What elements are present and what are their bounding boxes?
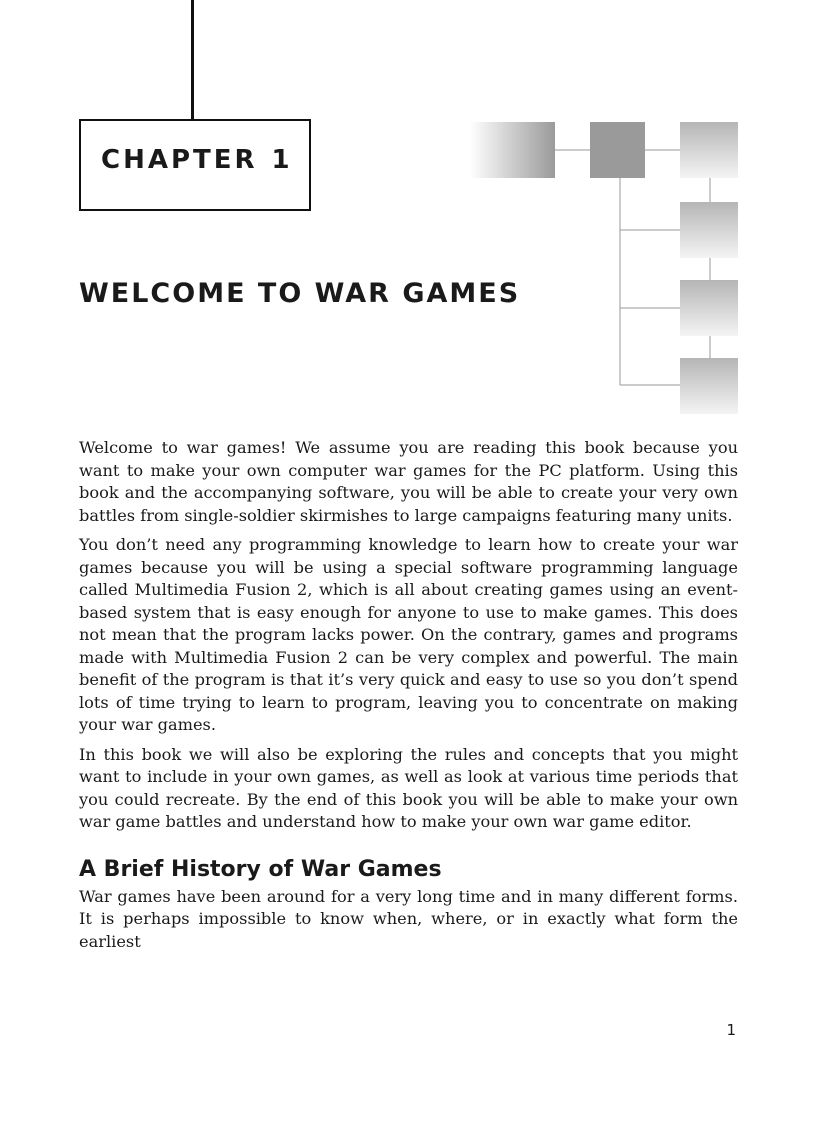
decoration-square bbox=[470, 122, 555, 178]
paragraph: In this book we will also be exploring the rules and concepts that you might want to include in your own games, as well as look at various time periods that you could recreate. By the end of this book you will be able to make your own war game battles and understand how to make your own war game editor. bbox=[79, 744, 738, 831]
chapter-label: CHAPTER bbox=[101, 145, 258, 175]
decoration-square bbox=[680, 202, 738, 258]
chapter-connector-line bbox=[191, 0, 194, 120]
paragraph: You don’t need any programming knowledge to learn how to create your war games because you will be using a special software programming language called Multimedia Fusion 2, which is all about creating games using an event-based system that is easy enough for anyone to use to make games. This does not mean that the program lacks power. On the contrary, games and programs made with Multimedia Fusion 2 can be very complex and powerful. The main benefit of the program is that it’s very quick and easy to use so you don’t spend lots of time trying to learn to program, leaving you to concentrate on making your war games. bbox=[79, 535, 738, 734]
chapter-decoration-graphic bbox=[470, 110, 740, 420]
decoration-square bbox=[680, 280, 738, 336]
section-heading: A Brief History of War Games bbox=[79, 856, 442, 882]
paragraph: War games have been around for a very long time and in many different forms. It is perhaps impossible to know when, where, or in exactly what form the earliest bbox=[79, 886, 738, 951]
decoration-square bbox=[680, 358, 738, 414]
decoration-square bbox=[590, 122, 645, 178]
chapter-title: WELCOME TO WAR GAMES bbox=[79, 278, 521, 309]
body-text bbox=[79, 437, 738, 960]
chapter-number: 1 bbox=[271, 145, 293, 175]
paragraph: Welcome to war games! We assume you are reading this book because you want to make your own computer war games for the PC platform. Using this book and the accompanying software, you will be able to create your very own battles from single-soldier skirmishes to large campaigns featuring many units. bbox=[79, 438, 738, 525]
decoration-square bbox=[680, 122, 738, 178]
page-number: 1 bbox=[726, 1021, 736, 1039]
chapter-label-box bbox=[79, 119, 311, 211]
